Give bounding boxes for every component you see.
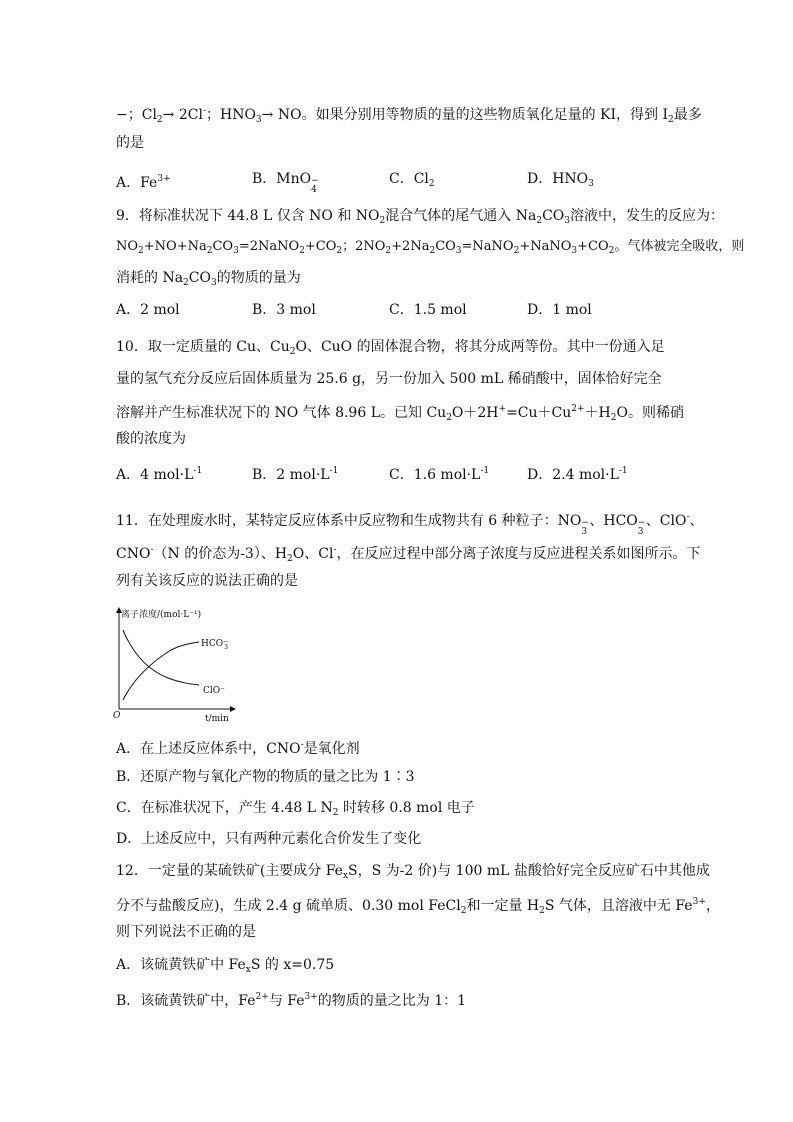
q11-stem-line-1: 11．在处理废水时，某特定反应体系中反应物和生成物共有 6 种粒子：NO − 3 、HCO − 3 、ClO-、 [116, 512, 704, 537]
q9-stem-line-2: $NO_2+NO+Na_2CO_3=2NaNO_2+CO_2$；$2NO_2+2Na_2CO_3=NaNO_2+NaNO_3+CO_2$。气体被完全吸收，则 [116, 239, 745, 256]
clo-label: ClO⁻ [203, 686, 225, 696]
q8-stem-line-2: 的是 [116, 135, 144, 151]
x-axis-label: t/min [205, 714, 229, 722]
q9-stem-line-3: 消耗的 $Na_2CO_3$的物质的量为 [116, 270, 301, 288]
q8-option-b: B．MnO − 4 [252, 171, 319, 195]
q9-option-a: A．2 mol [116, 302, 180, 318]
q9-option-d: D．1 mol [527, 302, 592, 318]
q9-stem-line-1: 9．将标准状况下 44.8 L 仅含 NO 和 $NO_2$混合气体的尾气通入 $Na_2CO_3$溶液中，发生的反应为： [116, 208, 724, 226]
q11-stem-line-3: 列有关该反应的说法正确的是 [116, 573, 298, 589]
q10-option-d: D．2.4 $mol\cdot L^{-1}$ [527, 466, 628, 483]
q8-option-c: C．$Cl_2$ [389, 171, 435, 189]
q10-stem-line-1: 10．取一定质量的 Cu、$Cu_2O$、CuO 的固体混合物，将其分成两等份。其中一份通入足 [116, 339, 665, 357]
q10-stem-line-3: 溶解并产生标准状况下的 NO 气体 8.96 L。已知 $Cu_2O+2H^+=Cu+Cu^{2+}+H_2O$。则稀硝 [116, 404, 684, 423]
q10-stem-line-4: 酸的浓度为 [116, 431, 186, 447]
q10-option-c: C．1.6 $mol\cdot L^{-1}$ [389, 466, 490, 483]
q8-option-d: D．$HNO_3$ [527, 171, 594, 189]
q12-stem-line-2: 分不与盐酸反应)，生成 2.4 g 硫单质、0.30 mol FeCl$_2$和一定量 $H_2S$ 气体，且溶液中无 $Fe^{3+}$， [116, 897, 720, 916]
q12-stem-line-3: 则下列说法不正确的是 [116, 924, 256, 940]
q11-option-b: B．还原产物与氧化产物的物质的量之比为 1∶3 [116, 769, 415, 785]
q12-option-a: A．该硫黄铁矿中 $Fe_xS$ 的 x=0.75 [116, 957, 335, 975]
clo-curve [123, 630, 199, 685]
q10-option-b: B．2 $mol\cdot L^{-1}$ [252, 466, 339, 483]
q12-stem-line-1: 12．一定量的某硫铁矿(主要成分 $Fe_xS$，S 为-2 价)与 100 mL 盐酸恰好完全反应矿石中其他成 [116, 863, 710, 881]
q8-stem-line-1: −；$Cl_2\to 2Cl^-$；$HNO_3\to$ NO。如果分别用等物质的量的这些物质氧化足量的 KI，得到 $I_2$最多 [116, 106, 702, 125]
q11-option-c: C．在标准状况下，产生 4.48 L $N_2$ 时转移 0.8 mol 电子 [116, 800, 475, 818]
q10-option-a: A．4 $mol\cdot L^{-1}$ [116, 466, 203, 483]
q11-stem-line-2: CNO-（N 的价态为-3）、$H_2O$、Cl-，在反应过程中部分离子浓度与反应进程关系如图所示。下 [116, 545, 701, 564]
q11-option-d: D．上述反应中，只有两种元素化合价发生了变化 [116, 831, 422, 847]
q10-stem-line-2: 量的氢气充分反应后固体质量为 25.6 g，另一份加入 500 mL 稀硝酸中，固体恰好完全 [116, 371, 662, 387]
origin-label: O [113, 711, 121, 721]
q11-option-a: A．在上述反应体系中，CNO-是氧化剂 [116, 740, 360, 757]
q9-option-b: B．3 mol [252, 302, 316, 318]
q12-option-b: B．该硫黄铁矿中，$Fe^{2+}$与 $Fe^{3+}$的物质的量之比为 1：1 [116, 992, 467, 1009]
ion-concentration-figure [113, 604, 239, 722]
hco3-label: HCO− 3 [201, 638, 229, 651]
y-axis-label: 离子浓度/(mol·L⁻¹) [121, 610, 202, 620]
q8-option-a: A．$Fe^{3+}$ [116, 174, 171, 191]
q9-option-c: C．1.5 mol [389, 302, 467, 318]
